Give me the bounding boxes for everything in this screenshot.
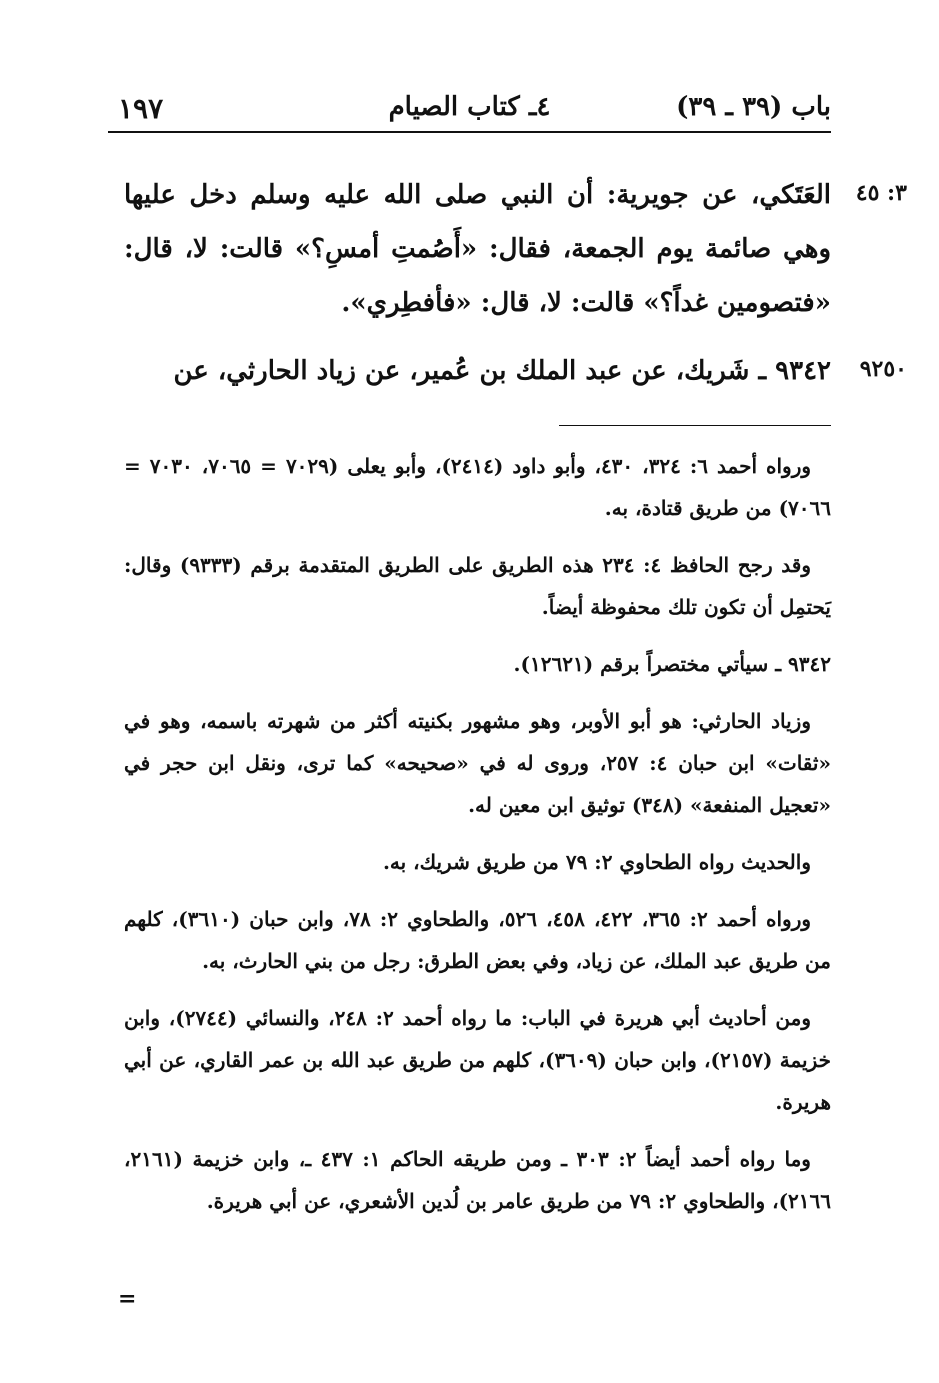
header-rule (108, 131, 831, 133)
margin-reference-2: ٩٢٥٠ (859, 356, 907, 382)
margin-reference-1: ٣: ٤٥ (855, 180, 907, 206)
footnote-paragraph: والحديث رواه الطحاوي ٢: ٧٩ من طريق شريك، به. (382, 850, 811, 874)
footnote-separator (559, 425, 831, 426)
footnote-paragraph: وقد رجح الحافظ ٤: ٢٣٤ هذه الطريق على الطريق المتقدمة برقم (٩٣٣٣) وقال: يَحتمِل أن تكون تلك محفوظة أيضاً. (124, 553, 831, 619)
chapter-heading: باب (٣٩ ـ ٣٩) (676, 92, 831, 122)
footnote-paragraph: ومن أحاديث أبي هريرة في الباب: ما رواه أحمد ٢: ٢٤٨، والنسائي (٢٧٤٤)، وابن خزيمة (٢١٥٧)، وابن حبان (٣٦٠٩)، كلهم من طريق عبد الله بن عمر القاري، عن أبي هريرة. (124, 1006, 831, 1114)
footnotes (124, 445, 831, 1237)
footnote-paragraph: ورواه أحمد ٦: ٣٢٤، ٤٣٠، وأبو داود (٢٤١٤)، وأبو يعلى (٧٠٢٩ = ٧٠٦٥، ٧٠٣٠ = ٧٠٦٦) من طريق قتادة، به. (124, 454, 831, 520)
page-number: ١٩٧ (118, 92, 164, 125)
main-paragraph-1: العَتَكي، عن جويرية: أن النبي صلى الله عليه وسلم دخل عليها وهي صائمة يوم الجمعة، فقال: «أَصُمتِ أمسِ؟» قالت: لا، قال: «فتصومين غداً؟» قالت: لا، قال: «فأفطِري». (124, 180, 831, 318)
footnote-paragraph: وزياد الحارثي: هو أبو الأوبر، وهو مشهور بكنيته أكثر من شهرته باسمه، وهو في «ثقات» ابن حبان ٤: ٢٥٧، وروى له في «صحيحه» كما ترى، ونقل ابن حجر في «تعجيل المنفعة» (٣٤٨) توثيق ابن معين له. (124, 709, 831, 817)
footnote-paragraph: وما رواه أحمد أيضاً ٢: ٣٠٣ ـ ومن طريقه الحاكم ١: ٤٣٧ ـ، وابن خزيمة (٢١٦١، ٢١٦٦)، والطحاوي ٢: ٧٩ من طريق عامر بن لُدين الأشعري، عن أبي هريرة. (124, 1147, 831, 1213)
page-header (108, 86, 831, 132)
footnote-paragraph: ورواه أحمد ٢: ٣٦٥، ٤٢٢، ٤٥٨، ٥٢٦، والطحاوي ٢: ٧٨، وابن حبان (٣٦١٠)، كلهم من طريق عبد الملك، عن زياد، وفي بعض الطرق: رجل من بني الحارث، به. (124, 907, 831, 973)
main-paragraph-2: ٩٣٤٢ ـ شَريك، عن عبد الملك بن عُمير، عن زياد الحارثي، عن (173, 356, 831, 386)
footnote-paragraph: ٩٣٤٢ ـ سيأتي مختصراً برقم (١٢٦٢١). (513, 652, 831, 676)
continuation-mark: = (118, 1286, 137, 1312)
book-title: ٤ـ كتاب الصيام (388, 92, 551, 122)
